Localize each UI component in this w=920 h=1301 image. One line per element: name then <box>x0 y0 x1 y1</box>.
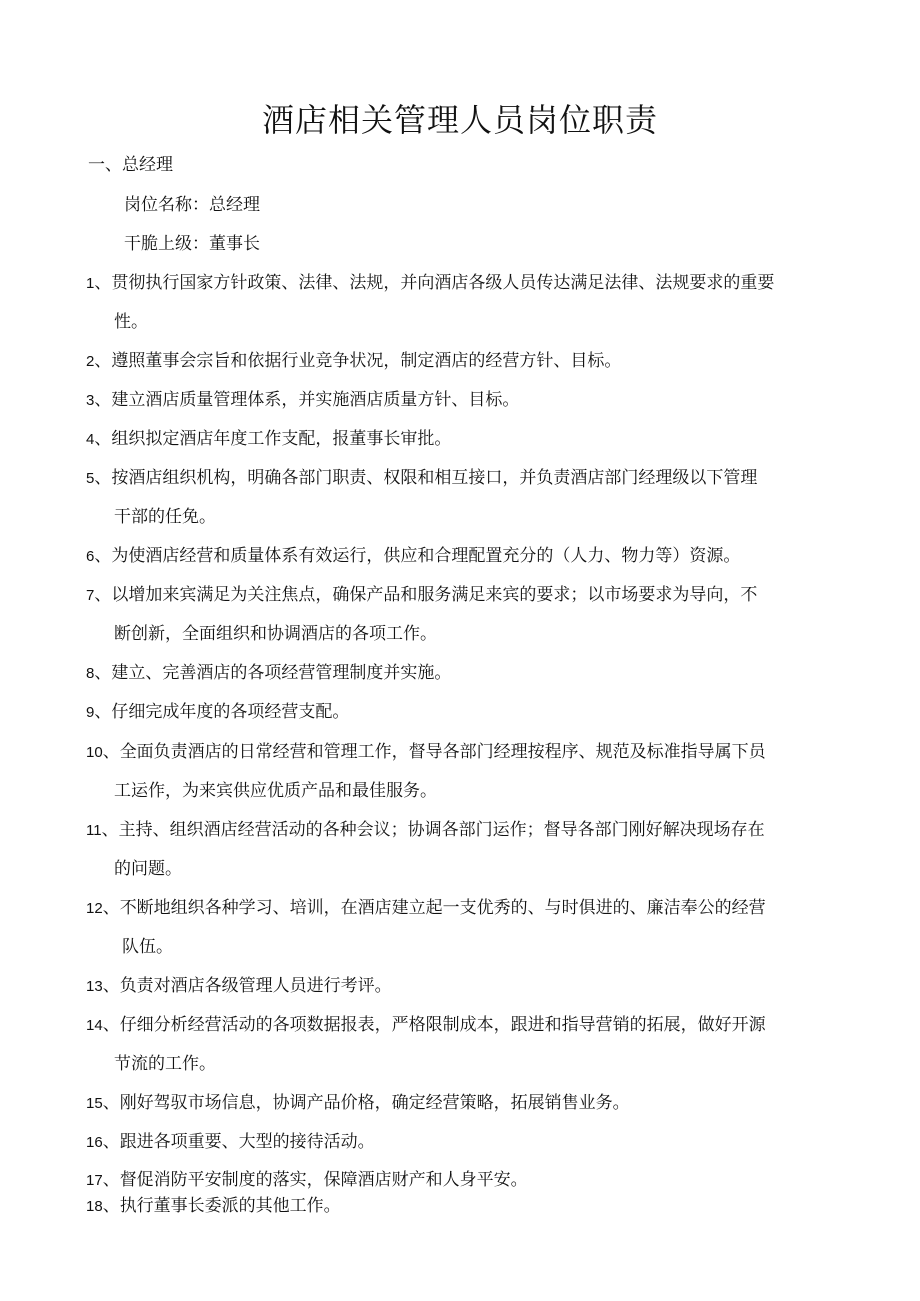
list-item <box>86 896 766 921</box>
list-item <box>86 1168 528 1193</box>
list-item <box>86 466 757 491</box>
item-continuation: 的问题。 <box>114 859 182 879</box>
item-text: 不断地组织各种学习、培训，在酒店建立起一支优秀的、与时俱进的、廉洁奉公的经营 <box>119 898 766 918</box>
item-separator: 、 <box>94 546 112 566</box>
item-number: 11 <box>86 822 102 839</box>
item-separator: 、 <box>102 1196 120 1216</box>
item-continuation: 队伍。 <box>122 937 173 957</box>
item-number: 5 <box>86 470 95 487</box>
item-separator: 、 <box>102 1015 120 1035</box>
list-item <box>86 349 621 374</box>
item-separator: 、 <box>102 1132 120 1152</box>
item-separator: 、 <box>94 663 112 683</box>
item-separator: 、 <box>94 390 112 410</box>
item-separator: 、 <box>94 429 112 449</box>
item-continuation: 工运作，为来宾供应优质产品和最佳服务。 <box>114 781 437 801</box>
item-text: 以增加来宾满足为关注焦点，确保产品和服务满足来宾的要求；以市场要求为导向，不 <box>111 585 758 605</box>
list-item <box>86 1130 375 1155</box>
list-item <box>86 740 766 765</box>
list-item <box>86 1091 630 1116</box>
post-name-line: 岗位名称：总经理 <box>124 195 260 215</box>
item-separator: 、 <box>102 898 120 918</box>
item-separator: 、 <box>94 351 112 371</box>
item-number: 12 <box>86 900 103 917</box>
item-text: 遵照董事会宗旨和依据行业竞争状况，制定酒店的经营方针、目标。 <box>111 351 622 371</box>
item-number: 14 <box>86 1017 103 1034</box>
item-text: 主持、组织酒店经营活动的各种会议；协调各部门运作；督导各部门刚好解决现场存在 <box>118 820 765 840</box>
list-item <box>86 974 392 999</box>
item-separator: 、 <box>94 468 112 488</box>
item-number: 7 <box>86 587 95 604</box>
item-text: 仔细完成年度的各项经营支配。 <box>111 702 350 722</box>
item-text: 组织拟定酒店年度工作支配，报董事长审批。 <box>111 429 452 449</box>
list-item <box>86 1013 766 1038</box>
item-separator: 、 <box>102 1170 120 1190</box>
item-separator: 、 <box>94 273 112 293</box>
item-continuation: 干部的任免。 <box>114 507 216 527</box>
item-number: 3 <box>86 392 95 409</box>
item-number: 17 <box>86 1172 103 1189</box>
item-text: 为使酒店经营和质量体系有效运行，供应和合理配置充分的（人力、物力等）资源。 <box>111 546 741 566</box>
list-item <box>86 427 451 452</box>
list-item <box>86 700 349 725</box>
item-separator: 、 <box>94 585 112 605</box>
item-text: 全面负责酒店的日常经营和管理工作，督导各部门经理按程序、规范及标准指导属下员 <box>119 742 766 762</box>
item-number: 13 <box>86 978 103 995</box>
item-text: 仔细分析经营活动的各项数据报表，严格限制成本，跟进和指导营销的拓展，做好开源 <box>119 1015 766 1035</box>
item-number: 1 <box>86 275 95 292</box>
item-number: 2 <box>86 353 95 370</box>
item-separator: 、 <box>102 976 120 996</box>
item-text: 贯彻执行国家方针政策、法律、法规，并向酒店各级人员传达满足法律、法规要求的重要 <box>111 273 775 293</box>
section-heading: 一、总经理 <box>88 155 173 175</box>
list-item <box>86 661 451 686</box>
item-separator: 、 <box>102 1093 120 1113</box>
item-continuation: 断创新，全面组织和协调酒店的各项工作。 <box>114 624 437 644</box>
item-text: 负责对酒店各级管理人员进行考评。 <box>119 976 392 996</box>
list-item <box>86 1194 341 1219</box>
item-text: 执行董事长委派的其他工作。 <box>119 1196 341 1216</box>
superior-line: 干脆上级：董事长 <box>124 234 260 254</box>
item-continuation: 性。 <box>114 312 148 332</box>
list-item <box>86 388 519 413</box>
list-item <box>86 271 774 296</box>
page-title: 酒店相关管理人员岗位职责 <box>261 101 658 139</box>
item-number: 9 <box>86 704 95 721</box>
item-number: 18 <box>86 1198 103 1215</box>
item-separator: 、 <box>102 742 120 762</box>
item-text: 建立、完善酒店的各项经营管理制度并实施。 <box>111 663 452 683</box>
item-number: 16 <box>86 1134 103 1151</box>
item-separator: 、 <box>101 820 119 840</box>
item-text: 刚好驾驭市场信息，协调产品价格，确定经营策略，拓展销售业务。 <box>119 1093 630 1113</box>
item-separator: 、 <box>94 702 112 722</box>
list-item <box>86 818 765 843</box>
item-number: 4 <box>86 431 95 448</box>
item-number: 15 <box>86 1095 103 1112</box>
item-text: 跟进各项重要、大型的接待活动。 <box>119 1132 375 1152</box>
item-text: 建立酒店质量管理体系，并实施酒店质量方针、目标。 <box>111 390 520 410</box>
list-item <box>86 583 757 608</box>
item-text: 督促消防平安制度的落实，保障酒店财产和人身平安。 <box>119 1170 528 1190</box>
item-continuation: 节流的工作。 <box>114 1054 216 1074</box>
item-number: 10 <box>86 744 103 761</box>
item-number: 8 <box>86 665 95 682</box>
item-number: 6 <box>86 548 95 565</box>
item-text: 按酒店组织机构，明确各部门职责、权限和相互接口，并负责酒店部门经理级以下管理 <box>111 468 758 488</box>
list-item <box>86 544 740 569</box>
